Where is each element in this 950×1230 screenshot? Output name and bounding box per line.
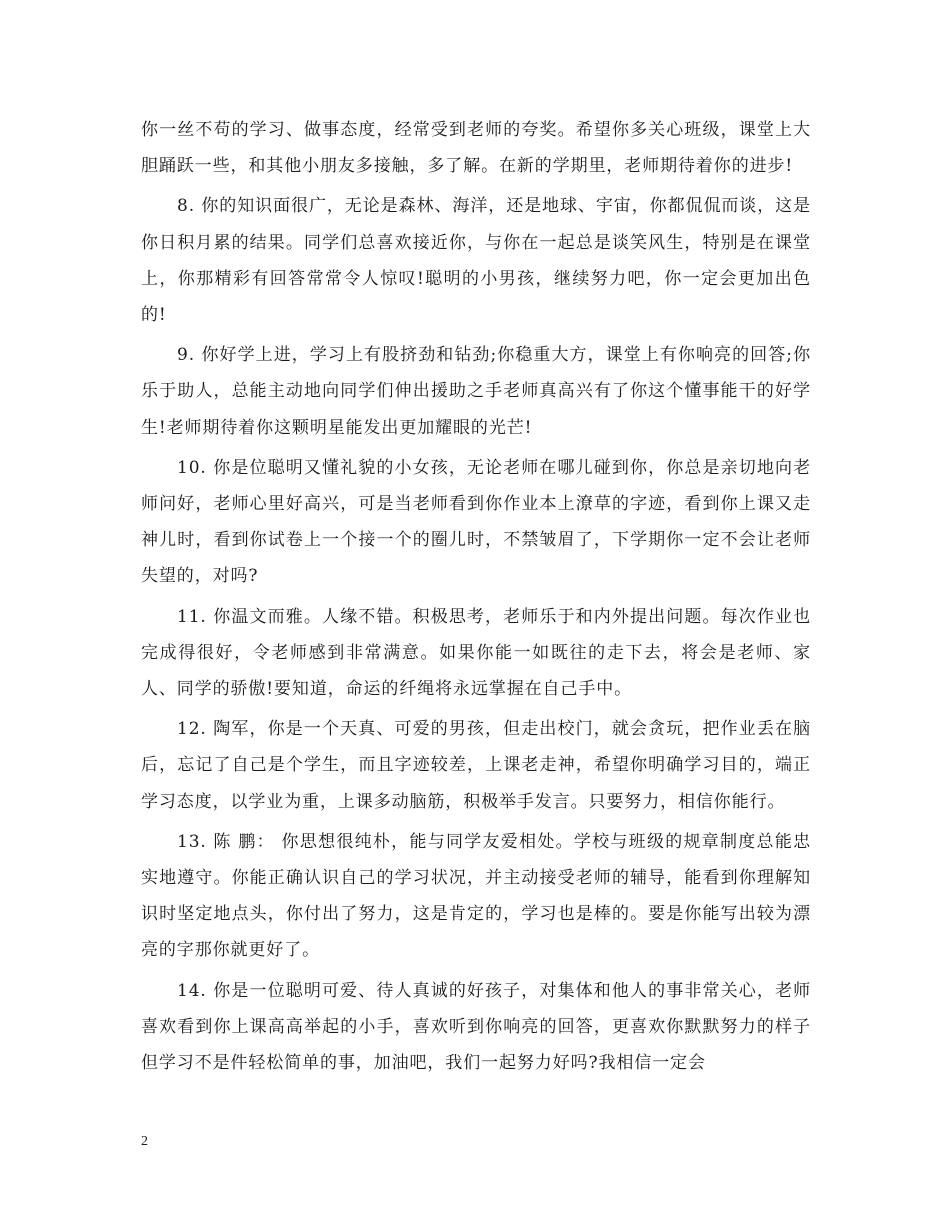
paragraph-item-9: 9. 你好学上进，学习上有股挤劲和钻劲;你稳重大方，课堂上有你响亮的回答;你乐于助人，总能主动地向同学们伸出援助之手老师真高兴有了你这个懂事能干的好学生!老师期待着你这颗明星能发出更加耀眼的光芒! [141,345,811,438]
paragraph-item-12: 12. 陶军，你是一个天真、可爱的男孩，但走出校门，就会贪玩，把作业丢在脑后，忘记了自己是个学生，而且字迹较差，上课老走神，希望你明确学习目的，端正学习态度，以学业为重，上课多动脑筋，积极举手发言。只要努力，相信你能行。 [141,719,811,812]
paragraph-item-11: 11. 你温文而雅。人缘不错。积极思考，老师乐于和内外提出问题。每次作业也完成得很好，令老师感到非常满意。如果你能一如既往的走下去，将会是老师、家人、同学的骄傲!要知道，命运的纤绳将永远掌握在自己手中。 [141,606,811,700]
text-column [141,112,811,1085]
paragraph-continuation: 你一丝不苟的学习、做事态度，经常受到老师的夸奖。希望你多关心班级，课堂上大胆踊跃一些，和其他小朋友多接触，多了解。在新的学期里，老师期待着你的进步! [141,120,811,177]
paragraph-item-8: 8. 你的知识面很广，无论是森林、海洋，还是地球、宇宙，你都侃侃而谈，这是你日积月累的结果。同学们总喜欢接近你，与你在一起总是谈笑风生，特别是在课堂上，你那精彩有回答常常令人惊叹!聪明的小男孩，继续努力吧，你一定会更加出色的! [141,196,811,326]
paragraph-item-10: 10. 你是位聪明又懂礼貌的小女孩，无论老师在哪儿碰到你，你总是亲切地向老师问好，老师心里好高兴，可是当老师看到你作业本上潦草的字迹，看到你上课又走神儿时，看到你试卷上一个接一个的圈儿时，不禁皱眉了，下学期你一定不会让老师失望的，对吗? [141,457,811,587]
page-number: 2 [141,1134,148,1149]
paragraph-item-13: 13. 陈 鹏： 你思想很纯朴，能与同学友爱相处。学校与班级的规章制度总能忠实地遵守。你能正确认识自己的学习状况，并主动接受老师的辅导，能看到你理解知识时坚定地点头，你付出了努力，这是肯定的，学习也是棒的。要是你能写出较为漂亮的字那你就更好了。 [141,831,811,961]
paragraph-item-14: 14. 你是一位聪明可爱、待人真诚的好孩子，对集体和他人的事非常关心，老师喜欢看到你上课高高举起的小手，喜欢听到你响亮的回答，更喜欢你默默努力的样子但学习不是件轻松简单的事，加油吧，我们一起努力好吗?我相信一定会 [141,980,811,1074]
